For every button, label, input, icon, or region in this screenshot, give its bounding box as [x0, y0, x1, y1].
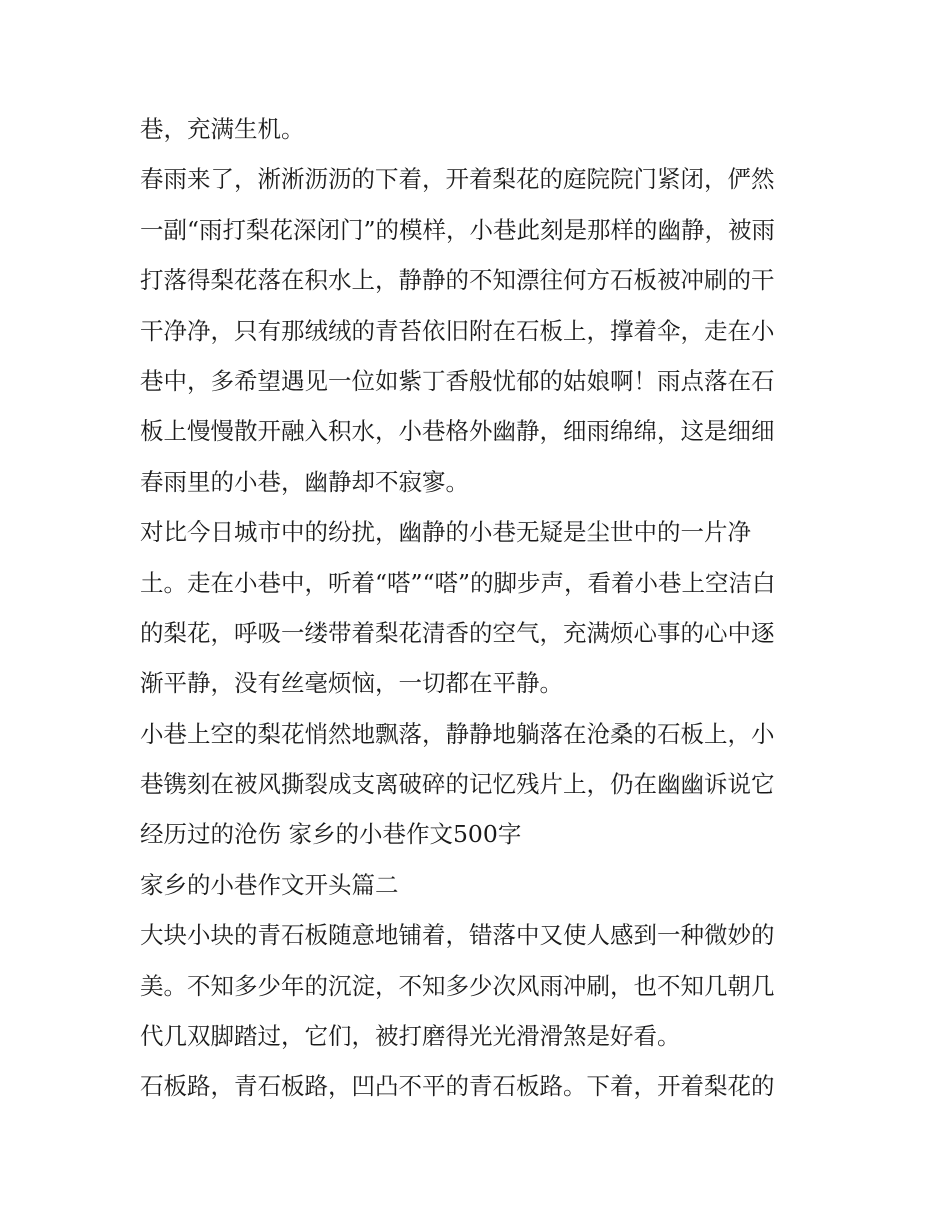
paragraph [140, 910, 820, 1061]
text-line: 石板路，青石板路，凹凸不平的青石板路。下着，开着梨花的 [140, 1072, 775, 1101]
paragraph [140, 154, 820, 507]
text-line: 春雨里的小巷，幽静却不寂寥。 [140, 467, 469, 496]
text-line: 春雨来了，淅淅沥沥的下着，开着梨花的庭院院门紧闭，俨然 [140, 165, 775, 194]
text-line: 打落得梨花落在积水上，静静的不知漂往何方石板被冲刷的干 [140, 266, 775, 295]
text-line: 美。不知多少年的沉淀，不知多少次风雨冲刷，也不知几朝几 [140, 971, 775, 1000]
text-line: 经历过的沧伤 家乡的小巷作文500字 [140, 820, 522, 849]
text-line: 巷镌刻在被风撕裂成支离破碎的记忆残片上，仍在幽幽诉说它 [140, 770, 775, 799]
paragraph [140, 104, 820, 154]
text-line: 渐平静，没有丝毫烦恼，一切都在平静。 [140, 669, 563, 698]
text-line: 小巷上空的梨花悄然地飘落，静静地躺落在沧桑的石板上，小 [140, 719, 775, 748]
text-line: 干净净，只有那绒绒的青苔依旧附在石板上，撑着伞，走在小 [140, 316, 775, 345]
text-line: 一副“雨打梨花深闭门”的模样，小巷此刻是那样的幽静，被雨 [140, 215, 776, 244]
text-line: 巷中，多希望遇见一位如紫丁香般忧郁的姑娘啊！雨点落在石 [140, 366, 775, 395]
paragraph [140, 1061, 820, 1111]
text-line: 家乡的小巷作文开头篇二 [140, 870, 399, 899]
text-line: 对比今日城市中的纷扰，幽静的小巷无疑是尘世中的一片净 [140, 518, 751, 547]
text-line: 板上慢慢散开融入积水，小巷格外幽静，细雨绵绵，这是细细 [140, 417, 775, 446]
paragraph [140, 507, 820, 709]
document-body [140, 104, 820, 1112]
text-line: 大块小块的青石板随意地铺着，错落中又使人感到一种微妙的 [140, 921, 775, 950]
text-line: 巷，充满生机。 [140, 115, 305, 143]
paragraph [140, 709, 820, 860]
text-line: 的梨花，呼吸一缕带着梨花清香的空气，充满烦心事的心中逐 [140, 618, 775, 647]
text-line: 土。走在小巷中，听着“嗒”“嗒”的脚步声，看着小巷上空洁白 [140, 568, 776, 597]
text-line: 代几双脚踏过，它们，被打磨得光光滑滑煞是好看。 [140, 1022, 681, 1051]
section-heading [140, 860, 820, 910]
